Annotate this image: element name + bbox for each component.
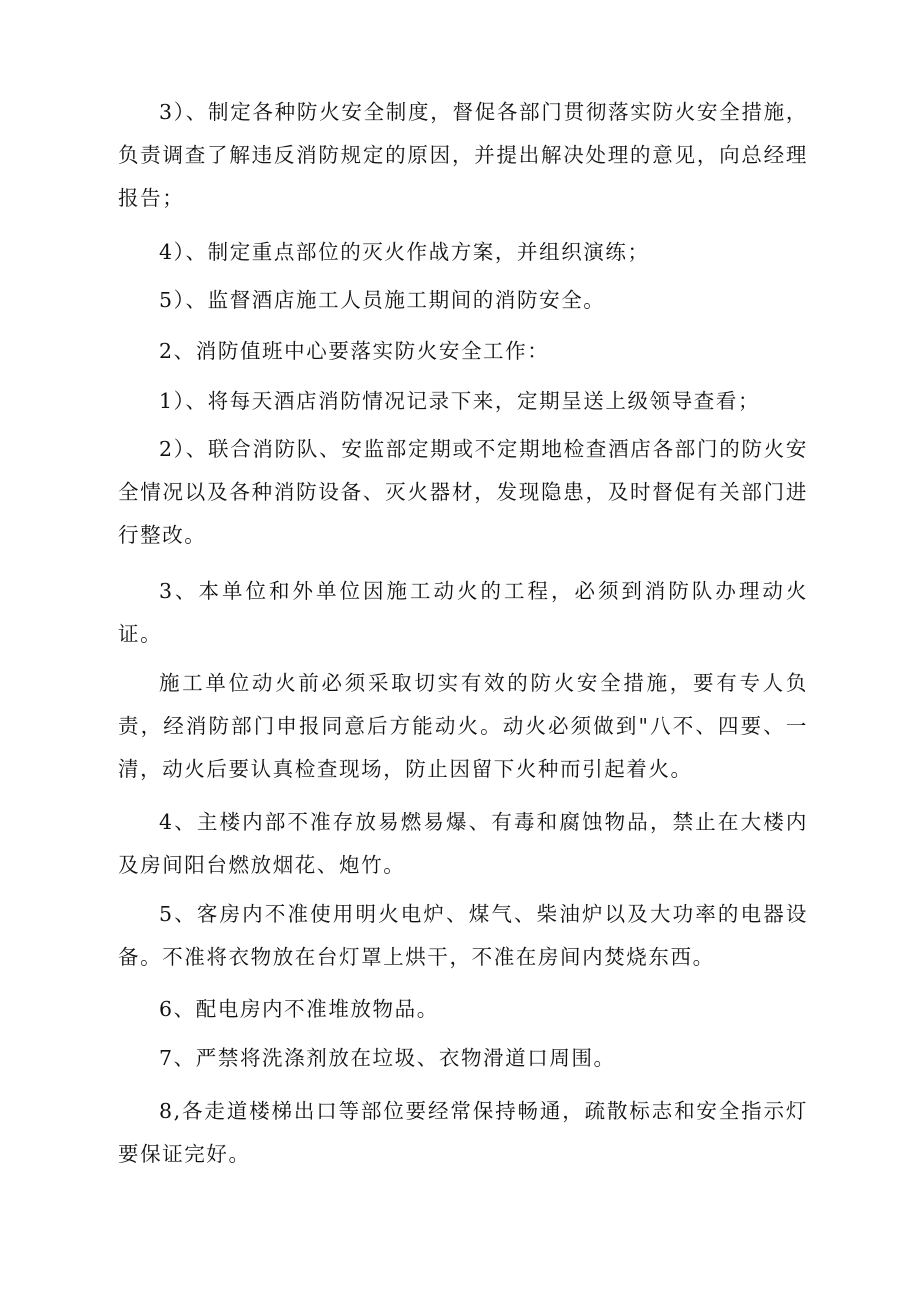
- paragraph-hot-work-measures: 施工单位动火前必须采取切实有效的防火安全措施，要有专人负责，经消防部门申报同意后方能动火。动火必须做到"八不、四要、一清，动火后要认真检查现场，防止因留下火种而引起着火。: [118, 671, 808, 781]
- paragraph-2-joint-inspection: 2）、联合消防队、安监部定期或不定期地检查酒店各部门的防火安全情况以及各种消防设备、灭火器材，发现隐患，及时督促有关部门进行整改。: [118, 437, 808, 547]
- section-4-main-building-rules: 4、主楼内部不准存放易燃易爆、有毒和腐蚀物品，禁止在大楼内及房间阳台燃放烟花、炮竹。: [118, 810, 808, 877]
- paragraph-4-fire-drill-plan: 4）、制定重点部位的灭火作战方案，并组织演练；: [159, 240, 650, 264]
- section-6-power-room-rules: 6、配电房内不准堆放物品。: [159, 997, 439, 1021]
- paragraph-1-daily-records: 1）、将每天酒店消防情况记录下来，定期呈送上级领导查看；: [159, 389, 761, 413]
- section-8-evacuation-rules: 8,各走道楼梯出口等部位要经常保持畅通，疏散标志和安全指示灯要保证完好。: [118, 1099, 808, 1166]
- section-5-guest-room-rules: 5、客房内不准使用明火电炉、煤气、柴油炉以及大功率的电器设备。不准将衣物放在台灯罩上烘干，不准在房间内焚烧东西。: [118, 902, 808, 969]
- paragraph-5-construction-supervision: 5）、监督酒店施工人员施工期间的消防安全。: [159, 288, 606, 312]
- section-7-detergent-rules: 7、严禁将洗涤剂放在垃圾、衣物滑道口周围。: [159, 1046, 616, 1070]
- section-2-duty-center-heading: 2、消防值班中心要落实防火安全工作：: [159, 339, 550, 363]
- paragraph-3-fire-safety-rules: 3）、制定各种防火安全制度，督促各部门贯彻落实防火安全措施，负责调查了解违反消防规定的原因，并提出解决处理的意见，向总经理报告；: [118, 100, 808, 210]
- section-3-hot-work-permit: 3、本单位和外单位因施工动火的工程，必须到消防队办理动火证。: [118, 579, 808, 646]
